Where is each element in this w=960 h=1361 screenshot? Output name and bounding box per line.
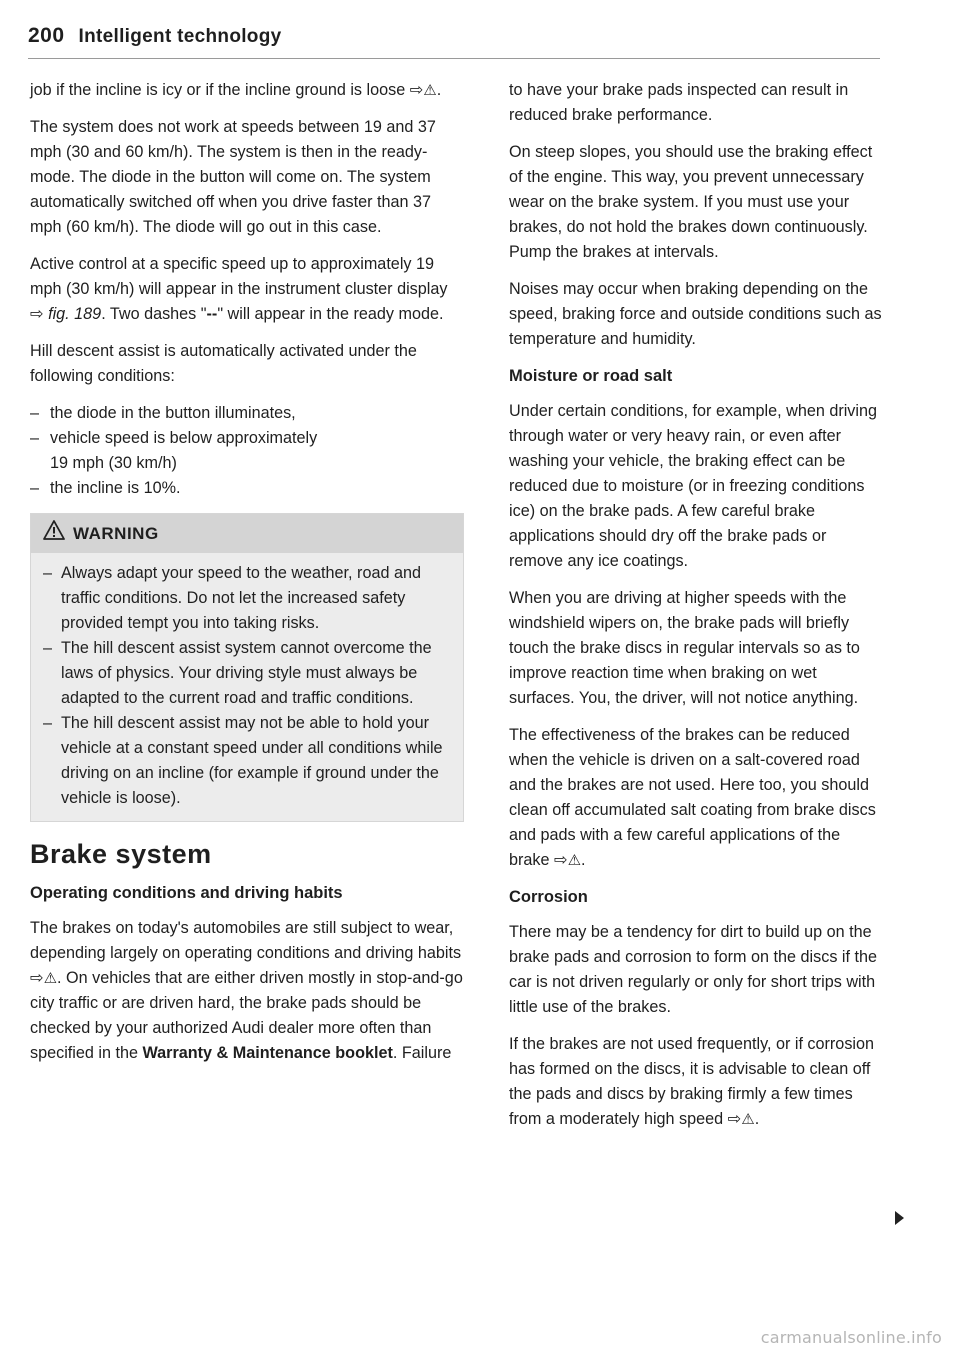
text: Active control at a specific speed up to approximately 19 mph (30 km/h) will appear in the instrument cluster display: [30, 255, 448, 298]
page-header: [28, 24, 880, 59]
corrosion-heading: Corrosion: [509, 888, 588, 906]
text: The effectiveness of the brakes can be reduced when the vehicle is driven on a salt-covered road and the brakes are not used. Here too, you should clean off accumulated salt coating from brake discs and pads with a few careful applications of the brake: [509, 726, 876, 869]
footer-watermark: carmanualsonline.info: [760, 1328, 942, 1347]
text: .: [581, 851, 586, 869]
arrow-right-icon: ⇨: [554, 851, 568, 869]
text: . On vehicles that are either driven mostly in stop-and-go city traffic or are driven hard, the brake pads should be checked by your authorized Audi dealer more often than specified in the: [30, 969, 463, 1062]
left-column: [30, 78, 464, 1078]
list-item: – the incline is 10%.: [30, 476, 464, 501]
paragraph: [509, 723, 883, 873]
paragraph: [30, 78, 464, 103]
paragraph: On steep slopes, you should use the braking effect of the engine. This way, you prevent unnecessary wear on the brake system. If you must use your brakes, do not hold the brakes down continuously. Pump the brakes at intervals.: [509, 143, 873, 261]
continue-arrow-icon[interactable]: [895, 1211, 904, 1225]
right-column: [509, 78, 883, 1144]
paragraph: The system does not work at speeds between 19 and 37 mph (30 and 60 km/h). The system is then in the ready-mode. The diode in the button will come on. The system automatically switched off when you drive faster than 37 mph (60 km/h). The diode will go out in this case.: [30, 118, 436, 236]
text: . Two dashes ": [101, 305, 207, 323]
arrow-right-icon: ⇨: [30, 969, 44, 987]
brake-system-heading: Brake system: [30, 839, 212, 869]
paragraph: to have your brake pads inspected can result in reduced brake performance.: [509, 81, 849, 124]
text: job if the incline is icy or if the incline ground is loose: [30, 81, 406, 99]
warning-triangle-icon[interactable]: ⚠: [43, 970, 58, 987]
warning-triangle-icon: [43, 520, 65, 547]
section-title: Intelligent technology: [78, 26, 282, 47]
warning-triangle-icon[interactable]: ⚠: [741, 1111, 755, 1128]
list-item-continuation: 19 mph (30 km/h): [50, 454, 177, 472]
warning-item: – Always adapt your speed to the weather, road and traffic conditions. Do not let the increased safety provided tempt you into taking risks.: [43, 561, 451, 636]
list-item: – vehicle speed is below approximately: [30, 426, 464, 451]
paragraph: There may be a tendency for dirt to build up on the brake pads and corrosion to form on the discs if the car is not driven regularly or only for short trips with little use of the brakes.: [509, 923, 878, 1016]
warning-body: [31, 553, 463, 821]
paragraph: When you are driving at higher speeds with the windshield wipers on, the brake pads will briefly touch the brake discs in regular intervals so as to improve reaction time when braking on wet surfaces. You, the driver, will not notice anything.: [509, 589, 860, 707]
paragraph: [30, 916, 464, 1066]
list-item: – the diode in the button illuminates,: [30, 401, 464, 426]
dashes-symbol: --: [206, 305, 218, 323]
warning-triangle-icon[interactable]: ⚠: [423, 82, 437, 99]
paragraph: Hill descent assist is automatically activated under the following conditions:: [30, 342, 417, 385]
paragraph: [509, 1032, 883, 1132]
figure-reference-link[interactable]: fig. 189: [48, 305, 102, 323]
conditions-list: [30, 401, 464, 501]
page-number: 200: [28, 24, 65, 47]
warning-item: – The hill descent assist may not be able to hold your vehicle at a constant speed under all conditions while driving on an incline (for example if ground under the vehicle is loose).: [43, 711, 451, 811]
arrow-right-icon: ⇨: [409, 81, 424, 99]
paragraph: [30, 252, 464, 327]
text: The brakes on today's automobiles are still subject to wear, depending largely on operating conditions and driving habits: [30, 919, 462, 962]
warning-list: [43, 561, 451, 811]
text: " will appear in the ready mode.: [217, 305, 444, 323]
arrow-right-icon: ⇨: [30, 305, 44, 323]
warning-item: – The hill descent assist system cannot overcome the laws of physics. Your driving style must always be adapted to the current road and traffic conditions.: [43, 636, 451, 711]
text: . Failure: [392, 1044, 452, 1062]
text: .: [754, 1110, 760, 1128]
warning-header: [31, 514, 463, 553]
operating-conditions-heading: Operating conditions and driving habits: [30, 884, 343, 902]
paragraph: Noises may occur when braking depending on the speed, braking force and outside conditions such as temperature and humidity.: [509, 280, 882, 348]
paragraph: Under certain conditions, for example, when driving through water or very heavy rain, or even after washing your vehicle, the braking effect can be reduced due to moisture (or in freezing conditions ice) on the brake pads. A few careful brake applications should dry off the brake pads or remove any ice coatings.: [509, 402, 878, 570]
text: .: [436, 81, 442, 99]
warranty-booklet-title: Warranty & Maintenance booklet: [142, 1044, 393, 1062]
moisture-heading: Moisture or road salt: [509, 367, 673, 385]
text: If the brakes are not used frequently, or if corrosion has formed on the discs, it is advisable to clean off the pads and discs by braking firmly a few times from a moderately high speed: [509, 1035, 875, 1128]
warning-triangle-icon[interactable]: ⚠: [567, 852, 582, 869]
warning-box: [30, 513, 464, 822]
warning-title: WARNING: [73, 524, 159, 543]
arrow-right-icon: ⇨: [727, 1110, 742, 1128]
